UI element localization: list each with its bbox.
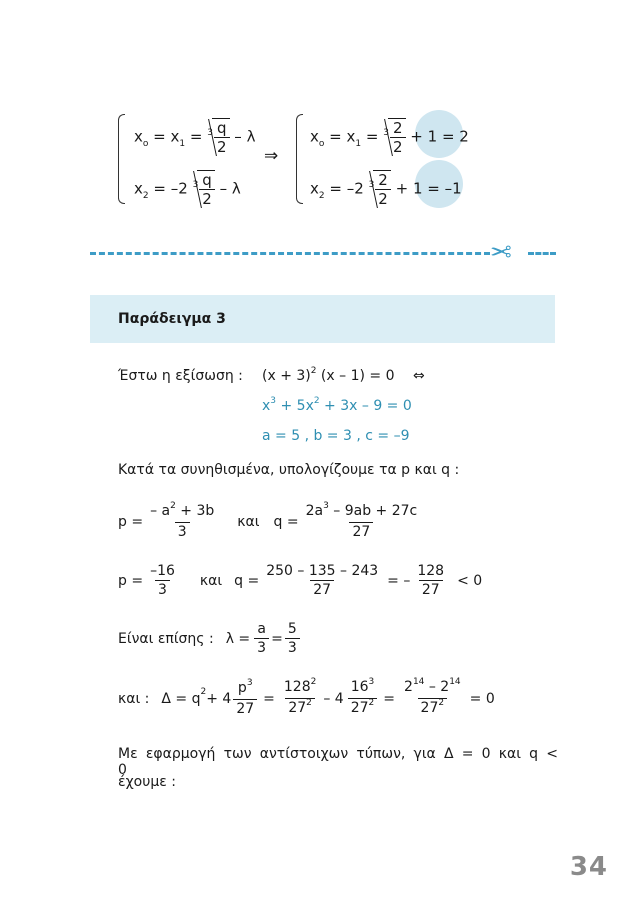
coefficients: a = 5 , b = 3 , c = –9 xyxy=(262,428,410,444)
section-title: Παράδειγμα 3 xyxy=(118,311,226,327)
left-brace xyxy=(118,114,125,204)
dashed-divider xyxy=(90,252,490,255)
values-pq: p = $\frac{-16}{3}$ και q = $\frac{250 - 135 - 243}{27}$ = – $\frac{128}{27}$ < 0 xyxy=(118,563,483,598)
implies-arrow: ⇒ xyxy=(264,146,279,166)
equation-main: $(x + 3)^2$ (x – 1) = 0 ⇔ xyxy=(262,366,425,384)
conclusion-line1: Με εφαρμογή των αντίστοιχων τύπων, για Δ = 0 και q < 0 xyxy=(118,746,558,778)
section-header xyxy=(90,295,555,343)
conclusion-line2: έχουμε : xyxy=(118,774,176,790)
intro-sentence: Κατά τα συνηθισμένα, υπολογίζουμε τα p και q : xyxy=(118,462,460,478)
dashed-divider-tail xyxy=(528,252,556,255)
scissors-icon: ✂ xyxy=(490,238,512,268)
right-brace xyxy=(296,114,303,204)
lambda-line: Είναι επίσης : λ = $\frac{a}{3}$ = $\frac{5}{3}$ xyxy=(118,620,300,657)
page-number: 34 xyxy=(569,852,608,882)
system-right-line2: $x_2 = -2$ 3 $\frac{2}{2}$ + 1 = –1 xyxy=(310,171,462,208)
equation-label: Έστω η εξίσωση : xyxy=(118,368,243,384)
delta-line: και : Δ = q 2 + 4 $\frac{p^3}{27}$ = $\frac{128^2}{27^2}$ – 4 $\frac{16^3}{27^2}$ = $\frac{2^{14} - 2^{14}}{27^2}$ = 0 xyxy=(118,677,495,717)
system-right-line1: $x_o = x_1$ = 3 $\frac{2}{2}$ + 1 = 2 xyxy=(310,119,469,156)
system-left-line1: $x_o = x_1$ = 3 $\frac{q}{2}$ – λ xyxy=(134,119,256,156)
system-left-line2: $x_2 = -2$ 3 $\frac{q}{2}$ – λ xyxy=(134,171,241,208)
formula-pq: p = $\frac{- a^2 + 3b}{3}$ και q = $\frac{2a^3 - 9ab + 27c}{27}$ xyxy=(118,501,418,540)
expanded-equation: $x^3 + 5x^2 + 3x - 9 = 0$ xyxy=(262,396,412,414)
